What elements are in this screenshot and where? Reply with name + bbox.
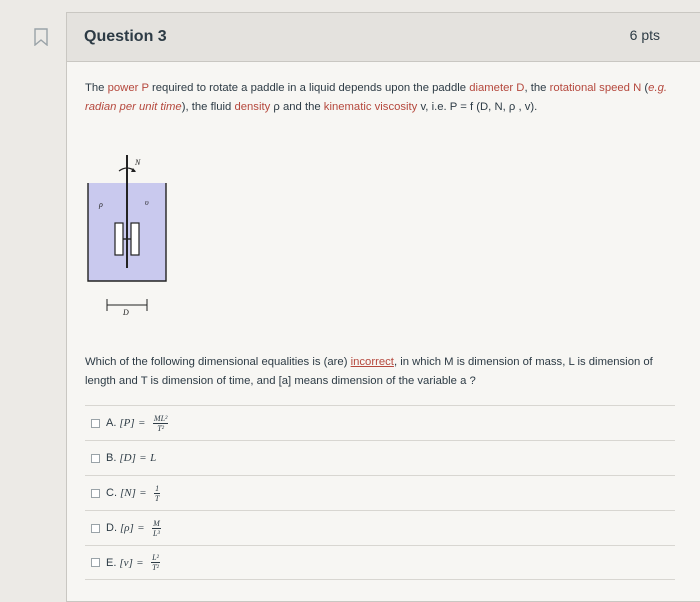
stem-text: ( [641,82,649,94]
stem-text: ), the fluid [181,101,235,113]
option-fraction [154,484,160,503]
prompt-text: , in which M is dimension of mass, L is dimension of length and T is dimension of time, and [a] means dimension of the variable a ? [85,356,653,387]
option-b[interactable] [85,440,675,475]
option-d-checkbox[interactable] [91,524,100,533]
option-d[interactable] [85,510,675,545]
option-letter: E. [106,556,117,569]
label-v: υ [145,198,149,207]
stem-rotational: rotational speed N [549,82,642,94]
option-lhs: [v] [119,556,133,569]
stem-density: density [234,101,271,113]
question-card [66,12,700,602]
option-e-equation [119,553,160,572]
option-a-checkbox[interactable] [91,419,100,428]
paddle-blade-left [115,223,123,255]
equals-sign: = [138,417,145,429]
equals-sign: = [139,487,147,499]
stem-text: v, i.e. P = f (D, N, ρ , v). [417,101,538,113]
option-rhs: L [150,452,157,464]
option-lhs: [ρ] [120,522,134,534]
option-b-checkbox[interactable] [91,454,100,463]
prompt-text: Which of the following dimensional equalities is (are) [85,356,351,368]
fraction-denominator: T² [152,563,159,572]
option-letter: D. [106,522,117,534]
option-a[interactable] [85,405,675,440]
fraction-denominator: L³ [152,528,160,538]
option-e-checkbox[interactable] [91,558,100,567]
option-b-equation [119,452,156,464]
option-c[interactable] [85,475,675,510]
option-letter: B. [106,452,117,464]
question-prompt [85,353,660,391]
paddle-blade-right [131,223,139,255]
prompt-incorrect: incorrect [350,356,394,368]
fraction-numerator: 1 [155,483,160,493]
option-lhs: [P] [119,417,135,429]
option-fraction [152,519,161,538]
stem-example: e.g. radian per unit time [85,82,668,113]
stem-text: ρ and the [270,101,324,113]
question-header [67,13,700,62]
option-a-equation [119,414,168,433]
option-c-checkbox[interactable] [91,489,100,498]
stem-text: , the [524,82,550,94]
stem-power: power P [107,82,149,94]
option-lhs: [D] [119,452,136,464]
answer-options [85,405,675,580]
fraction-numerator: ML² [153,413,168,423]
option-e[interactable] [85,545,675,580]
fraction-numerator: L² [152,553,159,562]
question-points: 6 pts [629,27,660,43]
label-N: N [135,158,141,167]
equals-sign: = [137,522,145,534]
stem-text: The [85,82,108,94]
option-letter: C. [106,487,117,499]
label-D: D [123,308,129,317]
option-c-equation [120,484,160,503]
option-letter: A. [106,417,117,429]
bookmark-icon[interactable] [34,28,48,46]
stem-diameter: diameter D [469,82,525,94]
option-fraction [151,553,160,572]
question-stem [85,79,670,117]
stem-text: required to rotate a paddle in a liquid depends upon the paddle [148,82,470,94]
paddle-diagram [85,153,185,323]
option-lhs: [N] [120,487,136,499]
option-d-equation [120,519,161,538]
question-title: Question 3 [84,28,167,45]
fraction-numerator: M [153,518,160,528]
equals-sign: = [139,452,147,464]
option-fraction [153,414,169,433]
label-rho: ρ [99,200,103,209]
fraction-denominator: T² [157,423,165,433]
fraction-denominator: T [154,493,160,503]
equals-sign: = [136,556,144,569]
stem-viscosity: kinematic viscosity [323,101,418,113]
